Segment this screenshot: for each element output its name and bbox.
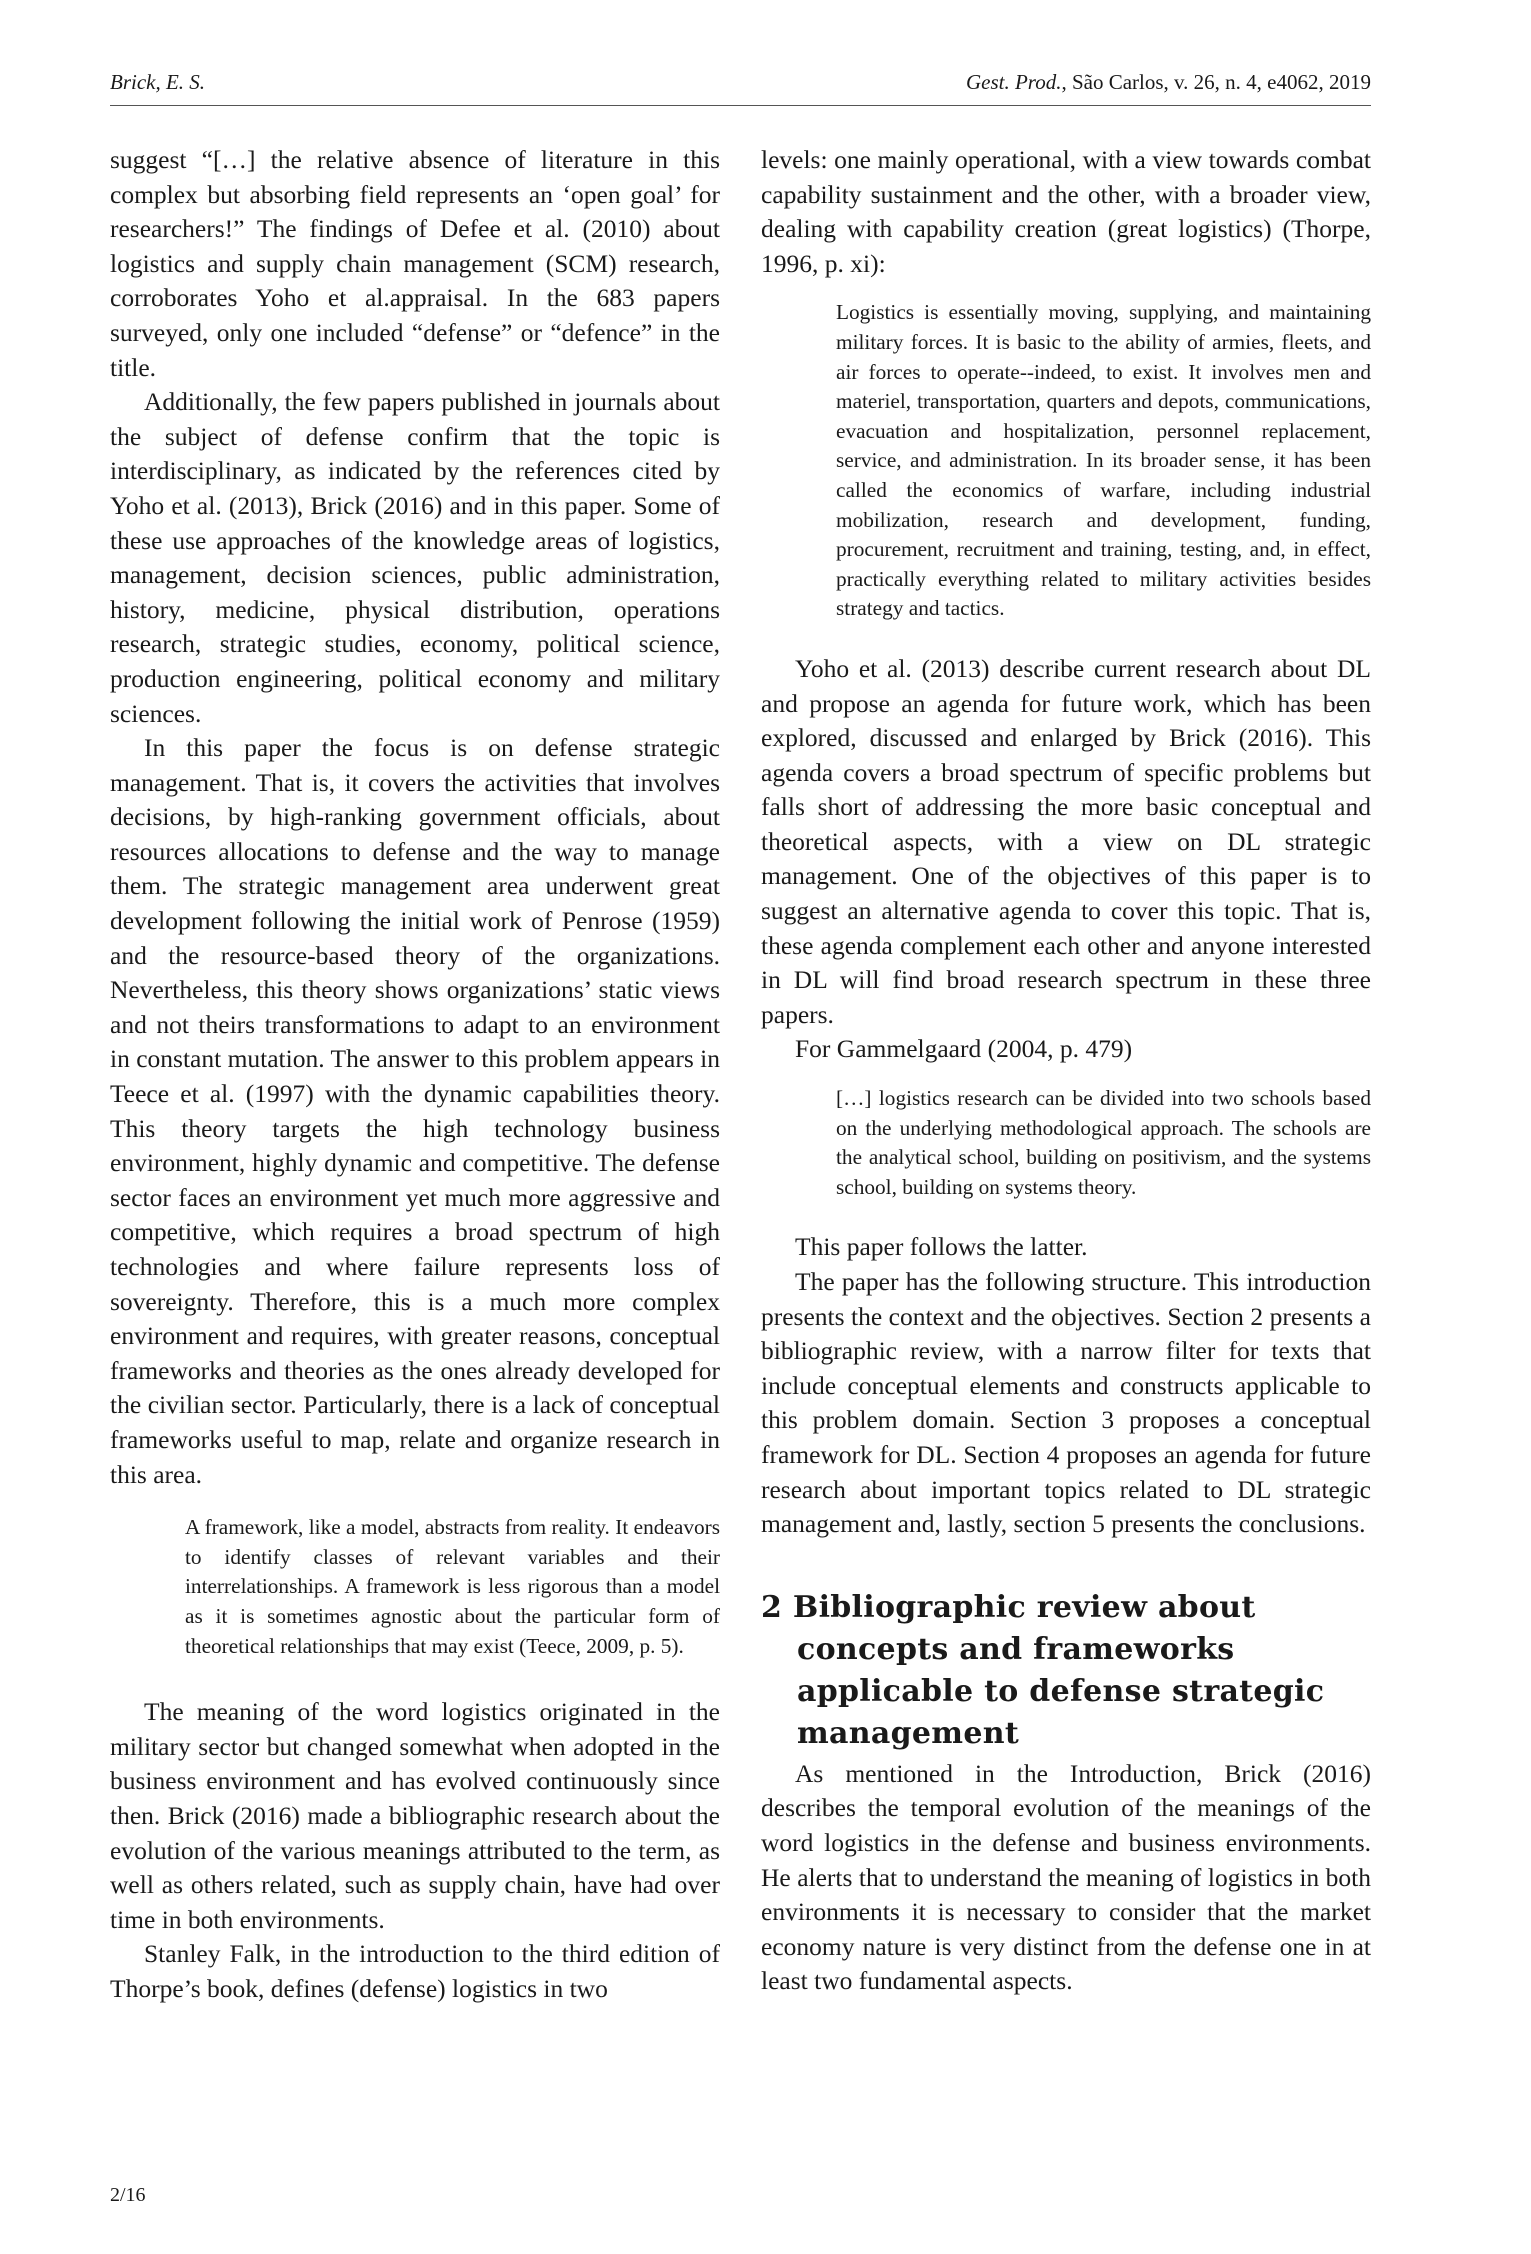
block-quote: […] logistics research can be divided into two schools based on the underlying methodological approach. The schools are the analytical school, building on positivism, and the systems school, building on systems theory. <box>836 1086 1371 1199</box>
header-rule <box>110 105 1371 106</box>
right-column <box>761 143 1371 1999</box>
journal-citation <box>966 70 1371 95</box>
page-number: 2/16 <box>110 2184 146 2206</box>
paragraph: The meaning of the word logistics originated in the military sector but changed somewhat when adopted in the business environment and has evolved continuously since then. Brick (2016) made a bibliographic research about the evolution of the various meanings attributed to the term, as well as others related, such as supply chain, have had over time in both environments. <box>110 1697 720 1934</box>
paragraph: The paper has the following structure. This introduction presents the context and the objectives. Section 2 presents a bibliographic review, with a narrow filter for texts that include conceptual elements and constructs applicable to this problem domain. Section 3 proposes a conceptual framework for DL. Section 4 proposes an agenda for future research about important topics related to DL strategic management and, lastly, section 5 presents the conclusions. <box>761 1267 1371 1539</box>
paragraph: In this paper the focus is on defense strategic management. That is, it covers the activities that involves decisions, by high-ranking government officials, about resources allocations to defense and the way to manage them. The strategic management area underwent great development following the initial work of Penrose (1959) and the resource-based theory of the organizations. Nevertheless, this theory shows organizations’ static views and not theirs transformations to adapt to an environment in constant mutation. The answer to this problem appears in Teece et al. (1997) with the dynamic capabilities theory. This theory targets the high technology business environment, highly dynamic and competitive. The defense sector faces an environment yet much more aggressive and competitive, which requires a broad spectrum of high technologies and where failure represents loss of sovereignty. Therefore, this is a much more complex environment and requires, with greater reasons, conceptual frameworks and theories as the ones already developed for the civilian sector. Particularly, there is a lack of conceptual frameworks useful to map, relate and organize research in this area. <box>110 733 720 1489</box>
block-quote: Logistics is essentially moving, supplying, and maintaining military forces. It is basic to the ability of armies, fleets, and air forces to operate--indeed, to exist. It involves men and materiel, transportation, quarters and depots, communications, evacuation and hospitalization, personnel replacement, service, and administration. In its broader sense, it has been called the economics of warfare, including industrial mobilization, research and development, funding, procurement, recruitment and training, testing, and, in effect, practically everything related to military activities besides strategy and tactics. <box>836 300 1371 621</box>
paragraph: As mentioned in the Introduction, Brick (2016) describes the temporal evolution of the meanings of the word logistics in the defense and business environments. He alerts that to understand the meaning of logistics in both environments it is necessary to consider that the market economy nature is very distinct from the defense one in at least two fundamental aspects. <box>761 1758 1371 1996</box>
block-quote: A framework, like a model, abstracts from reality. It endeavors to identify classes of relevant variables and their interrelationships. A framework is less rigorous than a model as it is sometimes agnostic about the particular form of theoretical relationships that may exist (Teece, 2009, p. 5). <box>185 1515 720 1658</box>
paragraph: Yoho et al. (2013) describe current research about DL and propose an agenda for future work, which has been explored, discussed and enlarged by Brick (2016). This agenda covers a broad spectrum of specific problems but falls short of addressing the more basic conceptual and theoretical aspects, with a view on DL strategic management. One of the objectives of this paper is to suggest an alternative agenda to cover this topic. That is, these agenda complement each other and anyone interested in DL will find broad research spectrum in these three papers. <box>761 653 1371 1029</box>
paragraph: For Gammelgaard (2004, p. 479) <box>795 1034 1133 1064</box>
paragraph: Additionally, the few papers published in journals about the subject of defense confirm that the topic is interdisciplinary, as indicated by the references cited by Yoho et al. (2013), Brick (2016) and in this paper. Some of these use approaches of the knowledge areas of logistics, management, decision sciences, public administration, history, medicine, physical distribution, operations research, strategic studies, economy, political science, production engineering, political economy and military sciences. <box>110 387 720 728</box>
journal-name: Gest. Prod. <box>965 70 1062 94</box>
left-column <box>110 143 720 2006</box>
paragraph: levels: one mainly operational, with a view towards combat capability sustainment and the other, with a broader view, dealing with capability creation (great logistics) (Thorpe, 1996, p. xi): <box>761 145 1371 278</box>
paragraph: suggest “[…] the relative absence of literature in this complex but absorbing field represents an ‘open goal’ for researchers!” The findings of Defee et al. (2010) about logistics and supply chain management (SCM) research, corroborates Yoho et al.appraisal. In the 683 papers surveyed, only one included “defense” or “defence” in the title. <box>110 145 720 382</box>
section-heading: 2 Bibliographic review about concepts and frameworks applicable to defense strategic management <box>761 1589 1325 1751</box>
journal-details: , São Carlos, v. 26, n. 4, e4062, 2019 <box>1061 70 1371 94</box>
paragraph: Stanley Falk, in the introduction to the third edition of Thorpe’s book, defines (defense) logistics in two <box>110 1939 720 2003</box>
running-header <box>110 70 1371 102</box>
author-running-head: Brick, E. S. <box>110 70 206 94</box>
paragraph: This paper follows the latter. <box>795 1232 1088 1262</box>
